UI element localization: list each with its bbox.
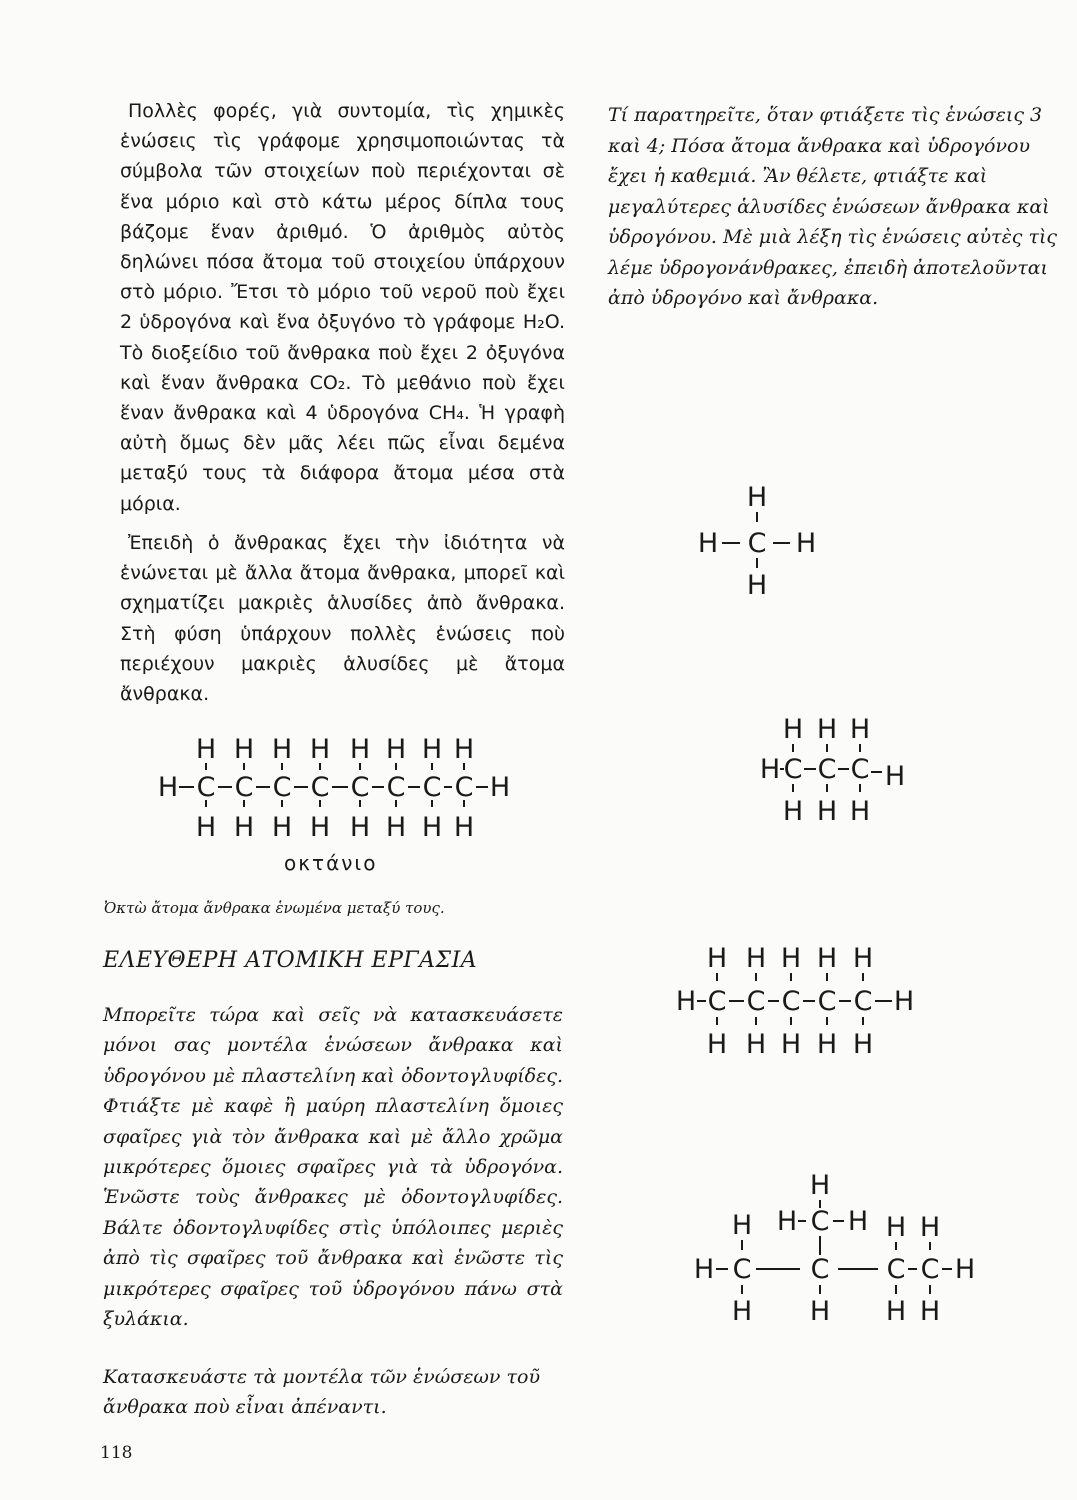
atom-h: H [776,1206,798,1237]
atom-h: H [780,1029,802,1060]
atom-c: C [707,986,727,1017]
octane-label: οκτάνιο [284,851,378,875]
atom-c: C [810,1254,830,1285]
atom-h: H [453,812,475,843]
atom-h: H [847,1206,869,1237]
atom-h: H [349,734,371,765]
pentane-formula [660,935,930,1065]
atom-h: H [195,734,217,765]
atom-c: C [386,772,406,803]
atom-c: C [886,1254,906,1285]
atom-h: H [349,812,371,843]
atom-h: H [309,812,331,843]
atom-h: H [271,734,293,765]
atom-c: C [747,528,767,559]
atom-h: H [489,772,511,803]
atom-c: C [850,754,870,785]
atom-c: C [920,1254,940,1285]
atom-h: H [157,772,179,803]
atom-h: H [852,1029,874,1060]
atom-h: H [309,734,331,765]
task-paragraph: Μπορεῖτε τώρα καὶ σεῖς νὰ κατασκευάσετε μόνοι σας μοντέλα ἑνώσεων ἄνθρακα καὶ ὑδρογόνου μὲ πλαστελίνη καὶ ὀδοντογλυφίδες. Φτιάξτε μὲ καφὲ ἢ μαύρη πλαστελίνη ὅμοιες σφαῖρες γιὰ τὸν ἄνθρακα καὶ μὲ ἄλλο χρῶμα μικρότερες ὅμοιες σφαῖρες γιὰ τὰ ὑδρογόνα. Ἑνῶστε τοὺς ἄνθρακες μὲ ὀδοντογλυφίδες. Βάλτε ὀδοντογλυφίδες στὶς ὑπόλοιπες μεριὲς ἀπὸ τὶς σφαῖρες τοῦ ἄνθρακα καὶ ἑνῶστε τὶς μικρότερες σφαῖρες τοῦ ὑδρογόνου πάνω στὰ ξυλάκια. [103,1004,563,1331]
atom-c: C [196,772,216,803]
atom-c: C [454,772,474,803]
atom-h: H [816,943,838,974]
task-instruction: Κατασκευάστε τὰ μοντέλα τῶν ἑνώσεων τοῦ ἄνθρακα ποὺ εἶναι ἀπέναντι. [103,1366,541,1419]
atom-h: H [385,812,407,843]
atom-h: H [919,1296,941,1327]
atom-h: H [385,734,407,765]
atom-c: C [732,1254,752,1285]
atom-h: H [745,1029,767,1060]
atom-h: H [816,1029,838,1060]
atom-c: C [783,754,803,785]
atom-h: H [809,1296,831,1327]
atom-h: H [884,761,906,792]
atom-h: H [675,986,697,1017]
figure-caption: Ὀκτὼ ἄτομα ἄνθρακα ἑνωμένα μεταξύ τους. [104,899,445,917]
section-heading: ΕΛΕΥΘΕΡΗ ΑΤΟΜΙΚΗ ΕΡΓΑΣΙΑ [103,948,478,973]
atom-h: H [759,754,781,785]
propane-formula [760,706,930,836]
atom-h: H [782,714,804,745]
atom-h: H [421,734,443,765]
octane-chain [158,772,510,803]
atom-h: H [693,1254,715,1285]
right-column-text: Τί παρατηρεῖτε, ὅταν φτιάξετε τὶς ἑνώσεις 3 καὶ 4; Πόσα ἄτομα ἄνθρακα καὶ ὑδρογόνου ἔχει ἡ καθεμιά. Ἂν θέλετε, φτιάξτε καὶ μεγαλύτερες ἁλυσίδες ἑνώσεων ἄνθρακα καὶ ὑδρογόνου. Μὲ μιὰ λέξη τὶς ἑνώσεις αὐτὲς τὶς λέμε ὑδρογονάνθρακες, ἐπειδὴ ἀποτελοῦνται ἀπὸ ὑδρογόνο καὶ ἄνθρακα. [608,104,1058,309]
atom-c: C [272,772,292,803]
atom-h: H [885,1296,907,1327]
atom-h: H [816,796,838,827]
atom-h: H [795,528,817,559]
atom-c: C [817,754,837,785]
atom-h: H [809,1170,831,1201]
atom-h: H [746,570,768,601]
atom-h: H [816,714,838,745]
atom-h: H [849,714,871,745]
atom-h: H [453,734,475,765]
atom-h: H [919,1212,941,1243]
atom-c: C [817,986,837,1017]
octane-bottom-hydrogens [196,812,474,843]
octane-formula [140,730,530,845]
atom-h: H [706,1029,728,1060]
atom-h: H [233,734,255,765]
main-paragraph-2: Ἐπειδὴ ὁ ἄνθρακας ἔχει τὴν ἰδιότητα νὰ ἑνώνεται μὲ ἄλλα ἄτομα ἄνθρακα, μπορεῖ καὶ σχηματίζει μακριὲς ἁλυσίδες ἀπὸ ἄνθρακα. Στὴ φύση ὑπάρχουν πολλὲς ἑνώσεις ποὺ περιέχουν μακριὲς ἁλυσίδες μὲ ἄτομα ἄνθρακα. [120,532,565,706]
atom-h: H [731,1210,753,1241]
methane-formula [680,478,840,608]
isobutane-formula [680,1160,990,1340]
atom-c: C [781,986,801,1017]
atom-h: H [421,812,443,843]
octane-top-hydrogens [196,734,474,765]
atom-c: C [422,772,442,803]
atom-h: H [233,812,255,843]
atom-h: H [885,1212,907,1243]
atom-c: C [746,986,766,1017]
atom-h: H [852,943,874,974]
atom-h: H [271,812,293,843]
atom-c: C [310,772,330,803]
atom-c: C [810,1206,830,1237]
atom-h: H [849,796,871,827]
atom-h: H [745,943,767,974]
atom-h: H [731,1296,753,1327]
atom-h: H [954,1254,976,1285]
atom-h: H [893,986,915,1017]
atom-h: H [746,482,768,513]
atom-c: C [350,772,370,803]
atom-c: C [234,772,254,803]
atom-h: H [697,528,719,559]
atom-h: H [782,796,804,827]
atom-h: H [706,943,728,974]
atom-h: H [195,812,217,843]
atom-c: C [853,986,873,1017]
main-paragraph-1: Πολλὲς φορές, γιὰ συντομία, τὶς χημικὲς ἑνώσεις τὶς γράφομε χρησιμοποιώντας τὰ σύμβολα τῶν στοιχείων ποὺ περιέχονται σὲ ἕνα μόριο καὶ στὸ κάτω μέρος δίπλα τους βάζομε ἕναν ἀριθμό. Ὁ ἀριθμὸς αὐτὸς δηλώνει πόσα ἄτομα τοῦ στοιχείου ὑπάρχουν στὸ μόριο. Ἔτσι τὸ μόριο τοῦ νεροῦ ποὺ ἔχει 2 ὑδρογόνα καὶ ἕνα ὀξυγόνο τὸ γράφομε H₂O. Τὸ διοξείδιο τοῦ ἄνθρακα ποὺ ἔχει 2 ὀξυγόνα καὶ ἕναν ἄνθρακα CO₂. Τὸ μεθάνιο ποὺ ἔχει ἕναν ἄνθρακα καὶ 4 ὑδρογόνα CH₄. Ἡ γραφὴ αὐτὴ ὅμως δὲν μᾶς λέει πῶς εἶναι δεμένα μεταξύ τους τὰ διάφορα ἄτομα μέσα στὰ μόρια. [120,100,565,515]
page-number: 118 [100,1443,133,1463]
atom-h: H [780,943,802,974]
